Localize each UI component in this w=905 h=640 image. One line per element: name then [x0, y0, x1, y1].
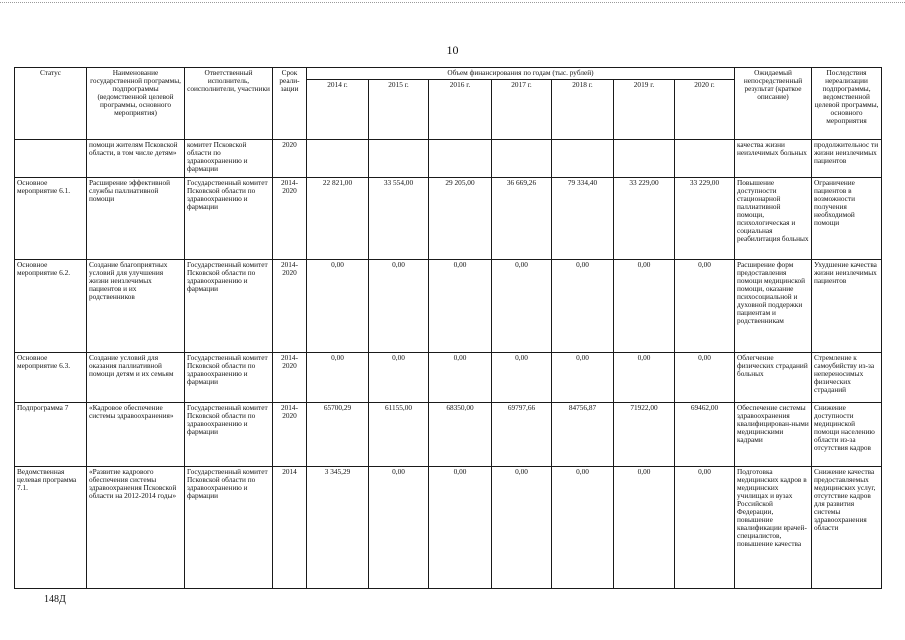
cell-status: Основное мероприятие 6.3. [15, 353, 87, 403]
scan-edge-line [0, 2, 905, 3]
cell-value: 84756,87 [552, 403, 614, 467]
table-row [15, 353, 882, 403]
cell-value: 3 345,29 [307, 467, 369, 589]
cell-value: 0,00 [369, 467, 429, 589]
cell-value: 69462,00 [675, 403, 735, 467]
cell-status: Основное мероприятие 6.1. [15, 178, 87, 260]
cell-value: 33 229,00 [614, 178, 675, 260]
footer-reference: 148Д [44, 594, 66, 605]
cell-term: 2020 [273, 140, 307, 178]
cell-consequences: Ограничение пациентов в возможности получения необходимой помощи [812, 178, 882, 260]
header-year: 2016 г. [429, 80, 492, 140]
cell-value: 79 334,40 [552, 178, 614, 260]
cell-consequences: Ухудшение качества жизни неизлечимых пациентов [812, 260, 882, 353]
cell-value: 0,00 [675, 467, 735, 589]
cell-value [369, 140, 429, 178]
cell-responsible: Государственный комитет Псковской области по здравоохранению и фармации [185, 260, 273, 353]
cell-value: 36 669,26 [492, 178, 552, 260]
cell-value: 22 821,00 [307, 178, 369, 260]
cell-name: «Развитие кадрового обеспечения системы здравоохранения Псковской области на 2012-2014 годы» [87, 467, 185, 589]
cell-value: 0,00 [307, 260, 369, 353]
cell-consequences: Стремление к самоубийству из-за непереносимых физических страданий [812, 353, 882, 403]
table-row [15, 178, 882, 260]
header-year: 2014 г. [307, 80, 369, 140]
header-consequences: Последствия нереализации подпрограммы, ведомственной целевой программы, основного мероприятия [812, 68, 882, 140]
header-year: 2017 г. [492, 80, 552, 140]
header-responsible: Ответственный исполнитель, соисполнители, участники [185, 68, 273, 140]
cell-value: 0,00 [492, 353, 552, 403]
cell-expected-result: Расширение форм предоставления помощи медицинской помощи, оказание психосоциальной и духовной поддержки пациентам и родственникам [735, 260, 812, 353]
cell-value: 0,00 [552, 353, 614, 403]
header-year: 2015 г. [369, 80, 429, 140]
cell-value: 0,00 [552, 467, 614, 589]
cell-value: 0,00 [369, 353, 429, 403]
cell-value: 0,00 [429, 353, 492, 403]
header-name: Наименование государственной программы, подпрограммы (ведомственной целевой программы, основного мероприятия) [87, 68, 185, 140]
cell-expected-result: Подготовка медицинских кадров в медицинских училищах и вузах Российской Федерации, повышение квалификации врачей-специалистов, повышение качества [735, 467, 812, 589]
cell-consequences: Снижение качества предоставляемых медицинских услуг, отсутствие кадров для развития системы здравоохранения области [812, 467, 882, 589]
cell-value: 0,00 [614, 353, 675, 403]
header-year: 2020 г. [675, 80, 735, 140]
cell-expected-result: Повышение доступности стационарной паллиативной помощи, психологическая и социальная реабилитация больных [735, 178, 812, 260]
cell-term: 2014-2020 [273, 260, 307, 353]
cell-value: 71922,00 [614, 403, 675, 467]
cell-expected-result: Облегчение физических страданий больных [735, 353, 812, 403]
cell-term: 2014-2020 [273, 353, 307, 403]
cell-expected-result: качества жизни неизлечимых больных [735, 140, 812, 178]
cell-value [552, 140, 614, 178]
cell-status [15, 140, 87, 178]
cell-value: 0,00 [307, 353, 369, 403]
table-row [15, 467, 882, 589]
cell-value: 69797,66 [492, 403, 552, 467]
cell-value: 0,00 [429, 260, 492, 353]
table-row [15, 140, 882, 178]
header-term: Срок реали-зации [273, 68, 307, 140]
financing-table [14, 67, 882, 589]
header-row-top [15, 68, 882, 80]
cell-responsible: Государственный комитет Псковской области по здравоохранению и фармации [185, 178, 273, 260]
cell-value: 0,00 [675, 353, 735, 403]
cell-status: Основное мероприятие 6.2. [15, 260, 87, 353]
header-year: 2019 г. [614, 80, 675, 140]
cell-status: Ведомственная целевая программа 7.1. [15, 467, 87, 589]
cell-value: 0,00 [369, 260, 429, 353]
cell-expected-result: Обеспечение системы здравоохранения квалифицирован-ными медицинскими кадрами [735, 403, 812, 467]
cell-value: 0,00 [492, 260, 552, 353]
cell-responsible: комитет Псковской области по здравоохранению и фармации [185, 140, 273, 178]
cell-responsible: Государственный комитет Псковской области по здравоохранению и фармации [185, 353, 273, 403]
cell-value [492, 140, 552, 178]
cell-value: 33 554,00 [369, 178, 429, 260]
cell-value: 61155,00 [369, 403, 429, 467]
cell-term: 2014 [273, 467, 307, 589]
cell-value [307, 140, 369, 178]
cell-value: 68350,00 [429, 403, 492, 467]
cell-value [614, 140, 675, 178]
cell-status: Подпрограмма 7 [15, 403, 87, 467]
cell-value: 29 205,00 [429, 178, 492, 260]
cell-value [675, 140, 735, 178]
table-row [15, 260, 882, 353]
cell-name: помощи жителям Псковской области, в том числе детям» [87, 140, 185, 178]
cell-value: 0,00 [429, 467, 492, 589]
cell-value: 0,00 [614, 260, 675, 353]
cell-value: 0,00 [492, 467, 552, 589]
header-financing: Объем финансирования по годам (тыс. рублей) [307, 68, 735, 80]
cell-value: 0,00 [614, 467, 675, 589]
cell-value: 33 229,00 [675, 178, 735, 260]
cell-responsible: Государственный комитет Псковской области по здравоохранению и фармации [185, 467, 273, 589]
header-status: Статус [15, 68, 87, 140]
cell-consequences: Снижение доступности медицинской помощи населению области из-за отсутствия кадров [812, 403, 882, 467]
cell-value: 0,00 [552, 260, 614, 353]
table-row [15, 403, 882, 467]
cell-name: Расширение эффективной службы паллиативной помощи [87, 178, 185, 260]
cell-value: 65700,29 [307, 403, 369, 467]
cell-consequences: продолжительнос ти жизни неизлечимых пациентов [812, 140, 882, 178]
header-year: 2018 г. [552, 80, 614, 140]
cell-name: Создание условий для оказания паллиативной помощи детям и их семьям [87, 353, 185, 403]
cell-term: 2014-2020 [273, 178, 307, 260]
cell-value [429, 140, 492, 178]
cell-name: Создание благоприятных условий для улучшения жизни неизлечимых пациентов и их родственников [87, 260, 185, 353]
cell-name: «Кадровое обеспечение системы здравоохранения» [87, 403, 185, 467]
cell-value: 0,00 [675, 260, 735, 353]
cell-responsible: Государственный комитет Псковской области по здравоохранению и фармации [185, 403, 273, 467]
page-number: 10 [446, 43, 459, 57]
header-expected-result: Ожидаемый непосредственный результат (краткое описание) [735, 68, 812, 140]
cell-term: 2014-2020 [273, 403, 307, 467]
